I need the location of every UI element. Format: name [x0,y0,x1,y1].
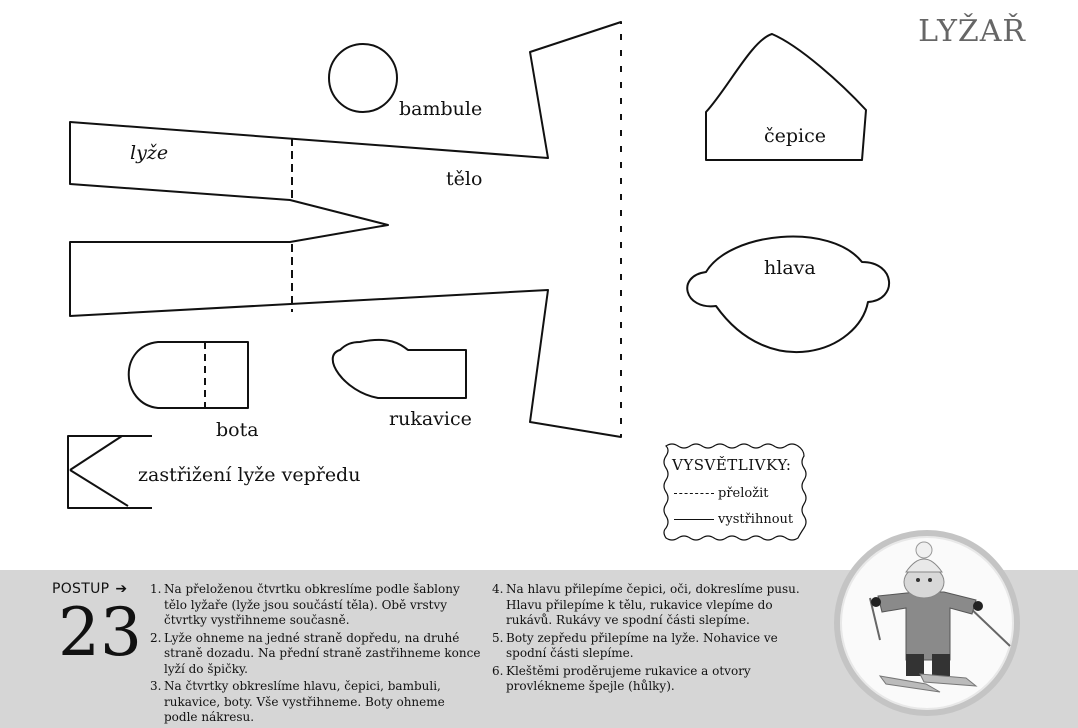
postup-label: POSTUP [52,581,110,597]
bota-shape [129,342,248,408]
legend-cut-row [674,512,793,527]
label-hlava: hlava [764,257,816,279]
label-cepice: čepice [764,125,827,147]
step-text: Na čtvrtky obkreslíme hlavu, čepici, bambuli, rukavice, boty. Vše vystřihneme. Boty ohneme podle nákresu. [164,679,445,724]
label-bambule: bambule [399,98,483,120]
instruction-step [150,679,482,726]
finished-skier-photo [834,530,1020,716]
label-telo: tělo [446,168,483,190]
instruction-steps-right [492,582,817,697]
legend-cut-label: vystřihnout [718,512,794,527]
legend-title: VYSVĚTLIVKY: [672,456,792,474]
step-number: 4. [492,582,504,596]
step-text: Kleštěmi proděrujeme rukavice a otvory provlékneme špejle (hůlky). [506,663,751,693]
body-ski-shape [70,22,621,437]
instruction-step [150,631,482,678]
rukavice-shape [333,340,466,398]
legend-fold-row [674,486,768,501]
label-zastrizeni: zastřižení lyže vepředu [138,464,361,486]
instruction-steps-left [150,582,482,728]
arrow-right-icon: ➔ [115,581,128,597]
page-title: LYŽAŘ [918,14,1026,49]
step-text: Boty zepředu přilepíme na lyže. Nohavice ve spodní části slepíme. [506,630,778,660]
instruction-step [492,582,817,629]
hlava-shape [687,237,889,353]
instruction-step [150,582,482,629]
step-number: 2. [150,630,162,645]
step-text: Na přeloženou čtvrtku obkreslíme podle šablony tělo lyžaře (lyže jsou součástí těla). Obě vrstvy čtvrtky vystřihneme současně. [164,582,460,627]
legend-fold-label: přeložit [718,486,769,501]
label-rukavice: rukavice [389,408,472,430]
solid-line-sample [674,519,714,520]
project-number: 23 [58,594,142,671]
step-text: Lyže ohneme na jedné straně dopředu, na druhé straně dozadu. Na přední straně zastřihneme konce lyží do špičky. [164,630,481,676]
step-number: 6. [492,663,504,678]
step-number: 1. [150,582,162,596]
dashed-line-sample [674,493,714,494]
step-text: Na hlavu přilepíme čepici, oči, dokreslíme pusu. Hlavu přilepíme k tělu, rukavice vlepíme do rukávů. Rukávy ve spodní části slepíme. [506,582,800,627]
legend-box [662,442,808,542]
skier-illustration [840,536,1014,710]
instruction-step [492,664,817,695]
bambule-shape [329,44,397,112]
instruction-step [492,631,817,662]
step-number: 5. [492,630,504,645]
step-number: 3. [150,679,162,693]
label-bota: bota [216,419,259,441]
label-lyze: lyže [130,142,169,164]
